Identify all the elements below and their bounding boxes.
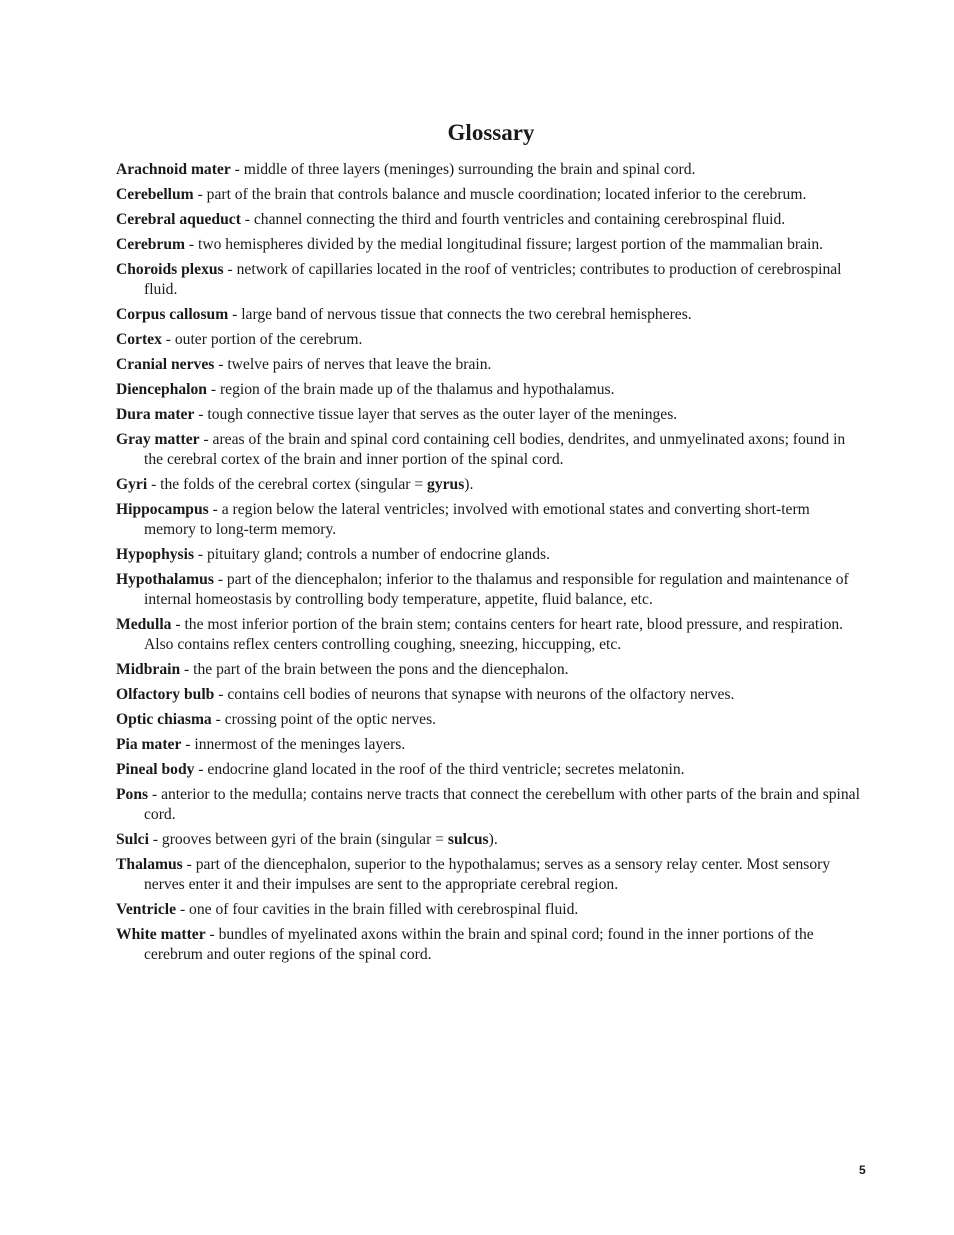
glossary-term: Diencephalon (116, 381, 207, 398)
glossary-entry (116, 685, 860, 705)
glossary-entry (116, 305, 860, 325)
glossary-definition: ). (464, 476, 474, 493)
glossary-definition: - pituitary gland; controls a number of endocrine glands. (194, 546, 550, 563)
page-number: 5 (859, 1163, 866, 1177)
glossary-entry (116, 260, 860, 300)
glossary-definition: ). (488, 831, 498, 848)
glossary-term: Gyri (116, 476, 148, 493)
glossary-definition: - anterior to the medulla; contains nerve tracts that connect the cerebellum with other parts of the brain and spinal cord. (144, 786, 860, 823)
glossary-entry (116, 160, 860, 180)
glossary-term: Choroids plexus (116, 261, 224, 278)
glossary-entry (116, 210, 860, 230)
glossary-term: Olfactory bulb (116, 686, 215, 703)
glossary-entry (116, 660, 860, 680)
glossary-entry (116, 615, 860, 655)
glossary-entry (116, 710, 860, 730)
glossary-entry (116, 380, 860, 400)
glossary-term: Pons (116, 786, 149, 803)
glossary-definition: - twelve pairs of nerves that leave the brain. (214, 356, 492, 373)
glossary-term: Cortex (116, 331, 162, 348)
glossary-definition: - one of four cavities in the brain filled with cerebrospinal fluid. (176, 901, 579, 918)
glossary-definition: - the part of the brain between the pons and the diencephalon. (180, 661, 569, 678)
glossary-term: Hypophysis (116, 546, 195, 563)
glossary-entry (116, 785, 860, 825)
glossary-definition: - part of the brain that controls balance and muscle coordination; located inferior to the cerebrum. (193, 186, 807, 203)
glossary-entry (116, 235, 860, 255)
glossary-term: Cranial nerves (116, 356, 215, 373)
glossary-term: Arachnoid mater (116, 161, 231, 178)
glossary-definition: - part of the diencephalon; inferior to the thalamus and responsible for regulation and maintenance of internal homeostasis by controlling body temperature, appetite, fluid balance, etc. (144, 571, 849, 608)
glossary-definition: - middle of three layers (meninges) surrounding the brain and spinal cord. (230, 161, 696, 178)
glossary-definition: - two hemispheres divided by the medial longitudinal fissure; largest portion of the mammalian brain. (185, 236, 824, 253)
glossary-term: Hippocampus (116, 501, 209, 518)
glossary-term: Cerebral aqueduct (116, 211, 241, 228)
glossary-list (116, 160, 860, 970)
glossary-definition: - contains cell bodies of neurons that synapse with neurons of the olfactory nerves. (214, 686, 735, 703)
glossary-entry (116, 185, 860, 205)
glossary-entry (116, 830, 860, 850)
glossary-definition: - large band of nervous tissue that connects the two cerebral hemispheres. (228, 306, 692, 323)
glossary-term: Dura mater (116, 406, 195, 423)
glossary-term: Sulci (116, 831, 149, 848)
glossary-definition: - channel connecting the third and fourth ventricles and containing cerebrospinal fluid. (240, 211, 786, 228)
glossary-definition: - endocrine gland located in the roof of the third ventricle; secretes melatonin. (194, 761, 685, 778)
glossary-definition: - the most inferior portion of the brain stem; contains centers for heart rate, blood pressure, and respiration. Also contains reflex centers controlling coughing, sneezing, hiccupping, etc. (144, 616, 844, 653)
glossary-emphasis: sulcus (447, 831, 489, 848)
glossary-entry (116, 735, 860, 755)
glossary-definition: - tough connective tissue layer that serves as the outer layer of the meninges. (194, 406, 678, 423)
glossary-term: Thalamus (116, 856, 183, 873)
glossary-term: Gray matter (116, 431, 200, 448)
glossary-definition: - crossing point of the optic nerves. (211, 711, 437, 728)
glossary-entry (116, 925, 860, 965)
glossary-entry (116, 430, 860, 470)
glossary-definition: - areas of the brain and spinal cord containing cell bodies, dendrites, and unmyelinated axons; found in the cerebral cortex of the brain and inner portion of the spinal cord. (144, 431, 846, 468)
glossary-entry (116, 760, 860, 780)
glossary-term: Medulla (116, 616, 172, 633)
glossary-term: Corpus callosum (116, 306, 229, 323)
glossary-entry (116, 500, 860, 540)
glossary-term: Pia mater (116, 736, 182, 753)
glossary-term: Pineal body (116, 761, 195, 778)
glossary-definition: - bundles of myelinated axons within the brain and spinal cord; found in the inner portions of the cerebrum and outer regions of the spinal cord. (144, 926, 814, 963)
glossary-entry (116, 405, 860, 425)
glossary-definition: - outer portion of the cerebrum. (161, 331, 363, 348)
glossary-definition: - network of capillaries located in the roof of ventricles; contributes to production of cerebrospinal fluid. (144, 261, 842, 298)
glossary-term: White matter (116, 926, 206, 943)
glossary-definition: - innermost of the meninges layers. (181, 736, 406, 753)
glossary-definition: - the folds of the cerebral cortex (singular = (147, 476, 428, 493)
glossary-term: Hypothalamus (116, 571, 214, 588)
glossary-emphasis: gyrus (427, 476, 465, 493)
glossary-definition: - part of the diencephalon, superior to the hypothalamus; serves as a sensory relay center. Most sensory nerves enter it and their impulses are sent to the appropriate cerebral region. (144, 856, 831, 893)
glossary-entry (116, 570, 860, 610)
glossary-term: Midbrain (116, 661, 181, 678)
glossary-entry (116, 545, 860, 565)
page-title: Glossary (447, 120, 535, 145)
glossary-entry (116, 355, 860, 375)
glossary-entry (116, 855, 860, 895)
glossary-entry (116, 475, 860, 495)
glossary-entry (116, 900, 860, 920)
glossary-definition: - a region below the lateral ventricles; involved with emotional states and converting short-term memory to long-term memory. (144, 501, 810, 538)
glossary-definition: - region of the brain made up of the thalamus and hypothalamus. (206, 381, 615, 398)
glossary-term: Optic chiasma (116, 711, 212, 728)
glossary-entry (116, 330, 860, 350)
glossary-definition: - grooves between gyri of the brain (singular = (148, 831, 448, 848)
glossary-term: Cerebellum (116, 186, 194, 203)
glossary-term: Ventricle (116, 901, 177, 918)
glossary-term: Cerebrum (116, 236, 185, 253)
